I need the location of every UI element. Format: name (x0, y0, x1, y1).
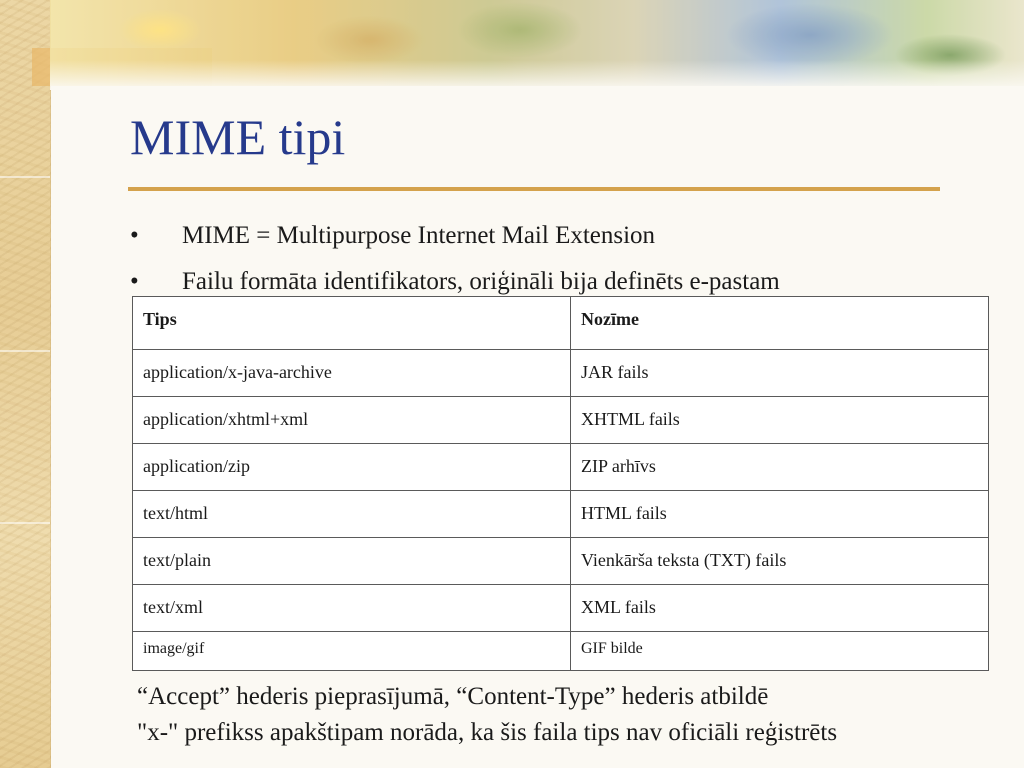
cell-meaning: XHTML fails (571, 397, 989, 444)
table-row (133, 444, 989, 491)
bullet-text: MIME = Multipurpose Internet Mail Extension (182, 222, 656, 249)
paper-texture-strip (0, 0, 51, 768)
cell-meaning: HTML fails (571, 491, 989, 538)
slide-title: MIME tipi (130, 109, 346, 165)
table-row (133, 585, 989, 632)
slide-notes (137, 679, 837, 751)
paper-seam (0, 350, 50, 352)
table-row (133, 491, 989, 538)
bullet-item (130, 213, 780, 259)
note-line: "x-" prefikss apakštipam norāda, ka šis faila tips nav oficiāli reģistrēts (137, 719, 838, 746)
table-row (133, 397, 989, 444)
mime-types-table (132, 296, 989, 671)
note-line: “Accept” hederis pieprasījumā, “Content-Type” hederis atbildē (137, 683, 769, 710)
banner-fade (50, 60, 1024, 90)
table-row (133, 632, 989, 671)
cell-meaning: JAR fails (571, 350, 989, 397)
bullet-list (130, 213, 780, 305)
table-row (133, 538, 989, 585)
column-header-meaning: Nozīme (571, 297, 989, 350)
cell-mime-type: text/plain (133, 538, 571, 585)
title-underline (128, 187, 940, 191)
cell-mime-type: image/gif (133, 632, 571, 671)
cell-mime-type: application/x-java-archive (133, 350, 571, 397)
cell-meaning: GIF bilde (571, 632, 989, 671)
cell-mime-type: application/zip (133, 444, 571, 491)
cell-meaning: ZIP arhīvs (571, 444, 989, 491)
paper-seam (0, 176, 50, 178)
bullet-marker: • (130, 222, 139, 249)
cell-mime-type: application/xhtml+xml (133, 397, 571, 444)
bullet-text: Failu formāta identifikators, oriģināli bija definēts e-pastam (182, 268, 780, 295)
table-header-row (133, 297, 989, 350)
column-header-type: Tips (133, 297, 571, 350)
cell-mime-type: text/xml (133, 585, 571, 632)
paper-seam (0, 522, 50, 524)
cell-meaning: Vienkārša teksta (TXT) fails (571, 538, 989, 585)
bullet-marker: • (130, 268, 139, 295)
cell-meaning: XML fails (571, 585, 989, 632)
table-row (133, 350, 989, 397)
cell-mime-type: text/html (133, 491, 571, 538)
